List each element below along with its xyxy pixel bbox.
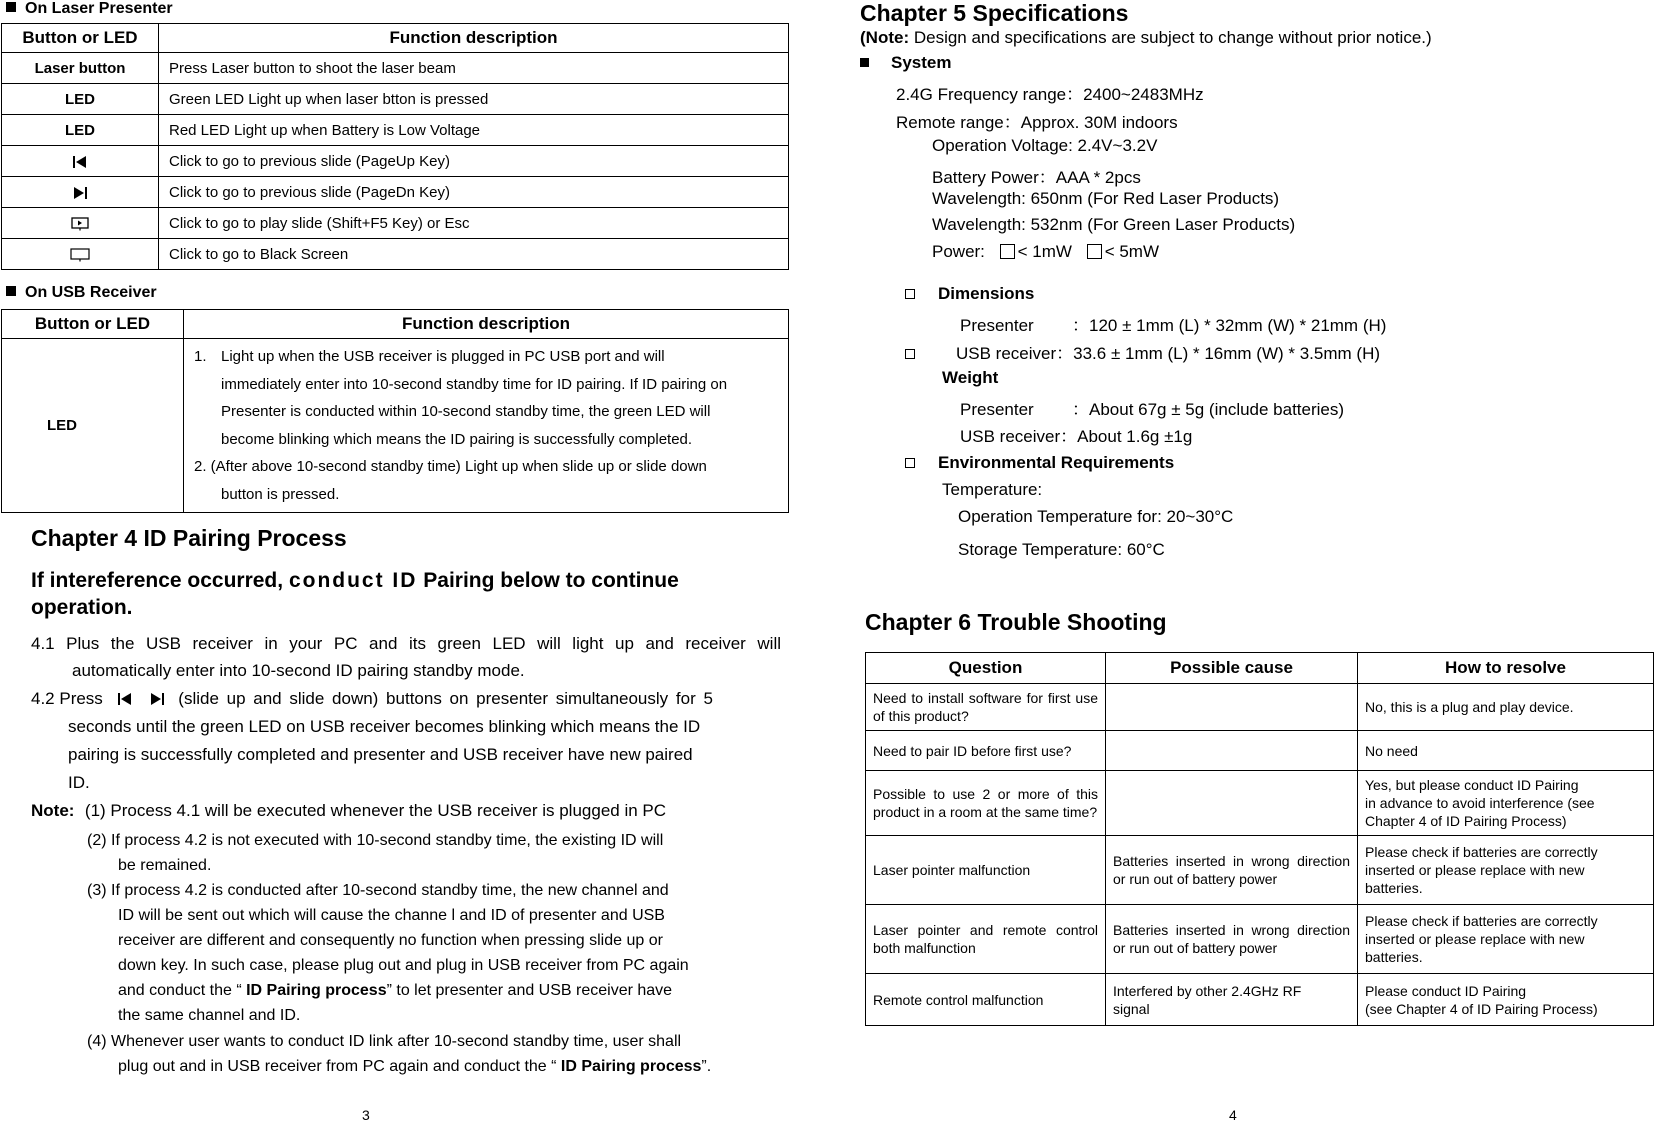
note-3: (3) If process 4.2 is conducted after 10-second standby time, the new channel and ID will be sent out which will cause the channe l and ID of presenter and USB receiver are different and consequently no function when pressing slide up or down key. In such case, please plug out and plug in USB receiver from PC again and conduct the “ ID Pairing process” to let presenter and USB receiver have the same channel and ID.: [87, 882, 689, 1024]
header-cause: Possible cause: [1106, 653, 1358, 684]
desc-cell: Click to go to play slide (Shift+F5 Key) or Esc: [159, 208, 789, 239]
question-cell: Laser pointer and remote control both malfunction: [866, 905, 1106, 974]
step-4-2-line4: ID.: [68, 773, 90, 792]
button-cell: Laser button: [2, 53, 159, 84]
button-cell: [2, 146, 159, 177]
button-cell: LED: [2, 339, 184, 513]
item-line: immediately enter into 10-second standby time for ID pairing. If ID pairing on: [221, 375, 728, 393]
desc-cell: Click to go to previous slide (PageUp Key): [159, 146, 789, 177]
previous-slide-icon: [73, 156, 87, 168]
chapter4-title: Chapter 4 ID Pairing Process: [31, 525, 347, 551]
desc-cell: Red LED Light up when Battery is Low Voltage: [159, 115, 789, 146]
usb-section-title: On USB Receiver: [25, 284, 157, 301]
dim-presenter: Presenter ：120 ± 1mm (L) * 32mm (W) * 21mm (H): [960, 316, 1387, 335]
question-cell: Possible to use 2 or more of this product in a room at the same time?: [866, 771, 1106, 836]
weight-heading: Weight: [942, 368, 999, 387]
table-row: [866, 771, 1654, 836]
step-4-2-line3: pairing is successfully completed and presenter and USB receiver have new paired: [68, 745, 693, 764]
operation-temperature: Operation Temperature for: 20~30°C: [958, 507, 1234, 526]
button-cell: [2, 208, 159, 239]
table-row: [2, 208, 789, 239]
desc-cell: Green LED Light up when laser btton is pressed: [159, 84, 789, 115]
button-cell: [2, 177, 159, 208]
page-number-right: 4: [1229, 1107, 1237, 1123]
col-button-header: Button or LED: [2, 24, 159, 53]
storage-temperature: Storage Temperature: 60°C: [958, 540, 1165, 559]
next-slide-icon: [150, 693, 164, 705]
play-slide-icon: [71, 217, 89, 231]
table-row: [866, 905, 1654, 974]
system-heading: System: [860, 53, 951, 73]
spec-frequency: 2.4G Frequency range：2400~2483MHz: [896, 85, 1204, 104]
col-function-header: Function description: [184, 310, 789, 339]
item-line: Light up when the USB receiver is plugged in PC USB port and will: [221, 348, 665, 365]
chapter5-title: Chapter 5 Specifications: [860, 0, 1129, 26]
next-slide-icon: [73, 187, 87, 199]
checkbox-1mw: [1000, 244, 1015, 259]
cause-cell: Batteries inserted in wrong direction or run out of battery power: [1106, 905, 1358, 974]
spec-remote-range: Remote range：Approx. 30M indoors: [896, 113, 1178, 132]
step-4-2-line1: 4.2 Press (slide up and slide down) buttons on presenter simultaneously for 5: [31, 689, 713, 708]
note-1: Note: (1) Process 4.1 will be executed whenever the USB receiver is plugged in PC: [31, 801, 667, 820]
button-cell: LED: [2, 84, 159, 115]
col-function-header: Function description: [159, 24, 789, 53]
bullet-box-icon: [905, 349, 915, 359]
question-cell: Remote control malfunction: [866, 974, 1106, 1026]
question-cell: Laser pointer malfunction: [866, 836, 1106, 905]
usb-function-table: [1, 309, 789, 513]
usb-section-heading: [6, 284, 157, 302]
resolve-cell: Please check if batteries are correctly inserted or please replace with new batteries.: [1358, 905, 1654, 974]
laser-section-title: On Laser Presenter: [25, 0, 173, 17]
cause-cell: [1106, 771, 1358, 836]
item-line: Presenter is conducted within 10-second standby time, the green LED will: [221, 403, 711, 420]
table-row: [2, 146, 789, 177]
item-number: 1.: [194, 348, 207, 365]
weight-usb: USB receiver：About 1.6g ±1g: [960, 427, 1193, 446]
spec-wavelength-red: Wavelength: 650nm (For Red Laser Products): [932, 189, 1280, 208]
table-row: [866, 731, 1654, 771]
button-cell: LED: [2, 115, 159, 146]
chapter5-note: (Note: Design and specifications are subject to change without prior notice.): [860, 28, 1432, 47]
laser-function-table: [1, 23, 789, 270]
bullet-box-icon: [905, 458, 915, 468]
previous-slide-icon: [118, 693, 132, 705]
step-4-1-line2: automatically enter into 10-second ID pairing standby mode.: [72, 661, 525, 680]
cause-cell: Batteries inserted in wrong direction or run out of battery power: [1106, 836, 1358, 905]
item-line: 2. (After above 10-second standby time) Light up when slide up or slide down: [194, 458, 707, 475]
environment-heading: Environmental Requirements: [905, 453, 1174, 473]
cause-cell: [1106, 684, 1358, 731]
note-2: (2) If process 4.2 is not executed with 10-second standby time, the existing ID will be remained.: [87, 832, 664, 874]
header-resolve: How to resolve: [1358, 653, 1654, 684]
table-row: [2, 177, 789, 208]
table-row: [866, 836, 1654, 905]
col-button-header: Button or LED: [2, 310, 184, 339]
page-number-left: 3: [362, 1107, 370, 1123]
question-cell: Need to install software for first use of this product?: [866, 684, 1106, 731]
dim-usb: USB receiver：33.6 ± 1mm (L) * 16mm (W) * 3.5mm (H): [905, 339, 1380, 364]
item-line: button is pressed.: [221, 485, 340, 503]
table-row: [2, 84, 789, 115]
weight-presenter: Presenter ：About 67g ± 5g (include batteries): [960, 400, 1345, 419]
item-line: become blinking which means the ID pairing is successfully completed.: [221, 430, 693, 448]
step-4-2-line2: seconds until the green LED on USB receiver becomes blinking which means the ID: [68, 717, 701, 736]
desc-cell: Click to go to Black Screen: [159, 239, 789, 270]
cause-cell: [1106, 731, 1358, 771]
step-4-1-line1: 4.1 Plus the USB receiver in your PC and its green LED will light up and receiver will: [31, 634, 781, 653]
table-row: [866, 974, 1654, 1026]
note-4: (4) Whenever user wants to conduct ID link after 10-second standby time, user shall plug out and in USB receiver from PC again and conduct the “ ID Pairing process”.: [87, 1033, 712, 1075]
cause-cell: Interfered by other 2.4GHz RF signal: [1106, 974, 1358, 1026]
trouble-shooting-table: [865, 652, 1654, 1026]
resolve-cell: Yes, but please conduct ID Pairing in advance to avoid interference (see Chapter 4 of ID Pairing Process): [1358, 771, 1654, 836]
desc-cell: Click to go to previous slide (PageDn Key): [159, 177, 789, 208]
resolve-cell: No, this is a plug and play device.: [1358, 684, 1654, 731]
chapter6-title: Chapter 6 Trouble Shooting: [865, 609, 1167, 635]
table-row: [2, 115, 789, 146]
spec-wavelength-green: Wavelength: 532nm (For Green Laser Products): [932, 215, 1296, 234]
desc-cell: Press Laser button to shoot the laser beam: [159, 53, 789, 84]
spec-voltage: Operation Voltage: 2.4V~3.2V: [932, 136, 1158, 155]
table-row: [2, 53, 789, 84]
spec-power: Power: < 1mW < 5mW: [932, 242, 1160, 261]
header-question: Question: [866, 653, 1106, 684]
table-row: [866, 684, 1654, 731]
desc-cell: [184, 339, 789, 513]
checkbox-5mw: [1087, 244, 1102, 259]
bullet-box-icon: [905, 289, 915, 299]
bullet-square-icon: [860, 58, 869, 67]
question-cell: Need to pair ID before first use?: [866, 731, 1106, 771]
button-cell: [2, 239, 159, 270]
bullet-square-icon: [6, 2, 16, 12]
table-row: [2, 239, 789, 270]
chapter4-subtitle: If intereference occurred, conduct ID Pairing below to continue operation.: [31, 569, 679, 619]
table-row: [2, 339, 789, 513]
black-screen-icon: [70, 248, 90, 262]
resolve-cell: Please conduct ID Pairing (see Chapter 4 of ID Pairing Process): [1358, 974, 1654, 1026]
spec-battery: Battery Power：AAA * 2pcs: [932, 168, 1141, 187]
resolve-cell: Please check if batteries are correctly inserted or please replace with new batteries.: [1358, 836, 1654, 905]
resolve-cell: No need: [1358, 731, 1654, 771]
dimensions-heading: Dimensions: [905, 284, 1034, 304]
bullet-square-icon: [6, 286, 16, 296]
temperature-label: Temperature:: [942, 480, 1043, 499]
laser-section-heading: [6, 0, 173, 18]
